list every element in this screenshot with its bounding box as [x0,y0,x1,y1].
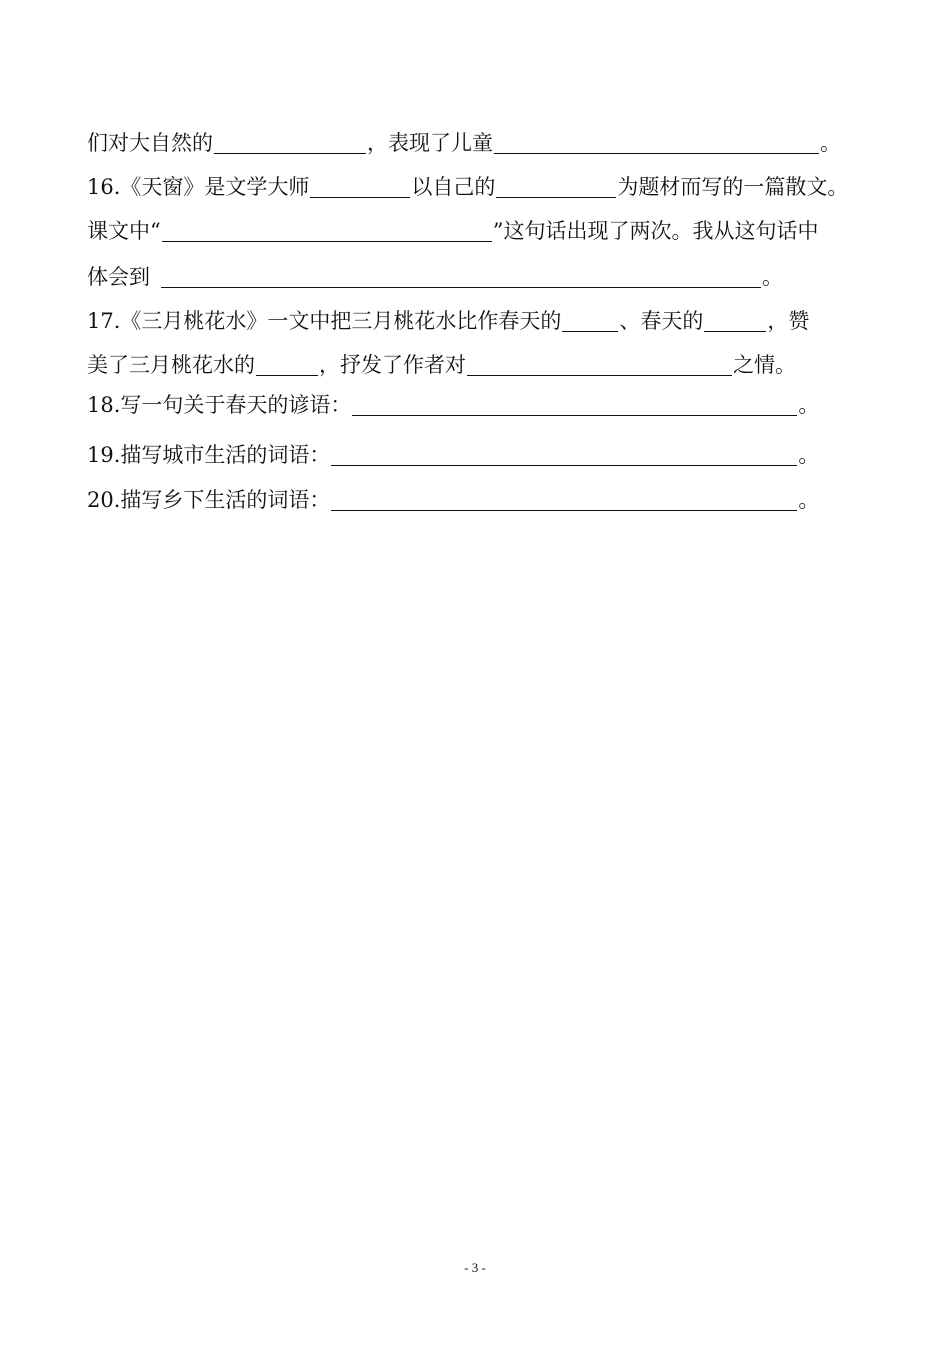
text: 。 [820,131,841,155]
line-5 [87,306,809,336]
blank-field[interactable] [494,152,819,154]
text: 之情。 [733,353,796,377]
text: 课文中“ [87,219,161,243]
text: ，表现了儿童 [367,131,493,155]
blank-field[interactable] [162,240,492,242]
blank-field[interactable] [310,196,410,198]
text: ，抒发了作者对 [319,353,466,377]
text: 。 [762,265,783,289]
blank-field[interactable] [704,330,766,332]
line-3 [87,216,819,246]
text: 。 [798,488,820,512]
text: 20.描写乡下生活的词语： [87,488,331,512]
blank-field[interactable] [331,509,797,511]
line-1 [87,128,841,158]
page-number: - 3 - [464,1260,486,1275]
line-9 [87,485,819,515]
text: 美了三月桃花水的 [87,353,255,377]
text: ”这句话出现了两次。我从这句话中 [492,219,819,243]
text: 、春天的 [619,309,704,333]
blank-field[interactable] [256,374,318,376]
line-7 [87,390,819,420]
blank-field[interactable] [352,414,797,416]
text: 们对大自然的 [87,131,213,155]
text: 19.描写城市生活的词语： [87,443,331,467]
blank-field[interactable] [496,196,616,198]
blank-field[interactable] [331,464,797,466]
blank-field[interactable] [467,374,732,376]
line-6 [87,350,796,380]
blank-field[interactable] [562,330,618,332]
blank-field[interactable] [214,152,366,154]
text: ，赞 [767,309,810,333]
text: 体会到 [87,265,150,289]
text: 18.写一句关于春天的谚语： [87,393,352,417]
line-2 [87,172,848,202]
text: 以自己的 [411,175,496,199]
text: 17.《三月桃花水》一文中把三月桃花水比作春天的 [87,309,562,333]
line-4 [87,262,783,292]
line-8 [87,440,819,470]
text: 。 [798,443,820,467]
blank-field[interactable] [161,286,761,288]
text: 。 [798,393,820,417]
text: 16.《天窗》是文学大师 [87,175,310,199]
text: 为题材而写的一篇散文。 [617,175,849,199]
